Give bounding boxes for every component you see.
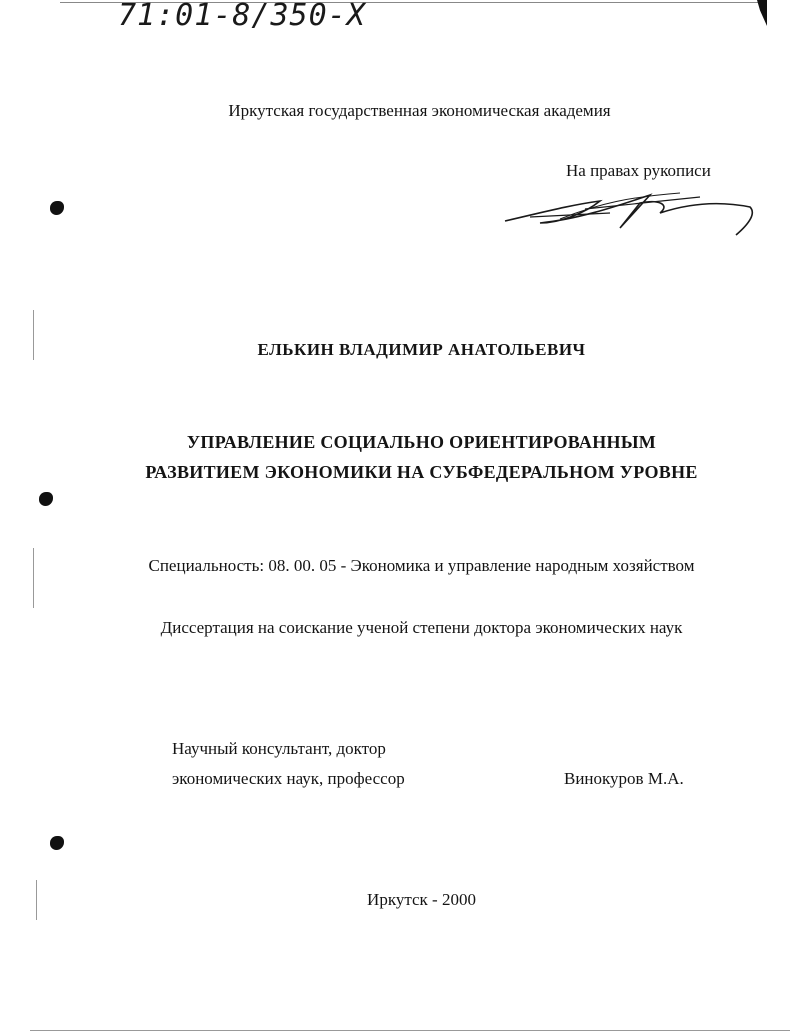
institution-name: Иркутская государственная экономическая академия [228,101,611,120]
signature-image [500,183,760,241]
margin-scan-tick [36,880,37,920]
city-year: Иркутск - 2000 [367,890,476,909]
bottom-scan-line [30,1030,790,1031]
consultant-line-1: Научный консультант, доктор [172,739,386,758]
archive-code: 71:01-8/350-X [118,0,366,33]
consultant-name: Винокуров М.А. [564,769,684,788]
author-name: ЕЛЬКИН ВЛАДИМИР АНАТОЛЬЕВИЧ [257,340,586,359]
dissertation-line: Диссертация на соискание ученой степени доктора экономических наук [160,618,683,637]
consultant-line-2: экономических наук, профессор [172,769,405,788]
title-line-1: УПРАВЛЕНИЕ СОЦИАЛЬНО ОРИЕНТИРОВАННЫМ [186,432,657,452]
title-line-2: РАЗВИТИЕМ ЭКОНОМИКИ НА СУБФЕДЕРАЛЬНОМ УРОВНЕ [145,462,698,482]
margin-scan-tick [33,310,34,360]
binding-hole-mark [50,836,64,850]
specialty-line: Специальность: 08. 00. 05 - Экономика и управление народным хозяйством [148,556,695,575]
margin-scan-tick [33,548,34,608]
binding-hole-mark [50,201,64,215]
rights-note: На правах рукописи [566,161,711,180]
binding-hole-mark [39,492,53,506]
corner-scan-mark [757,0,767,26]
